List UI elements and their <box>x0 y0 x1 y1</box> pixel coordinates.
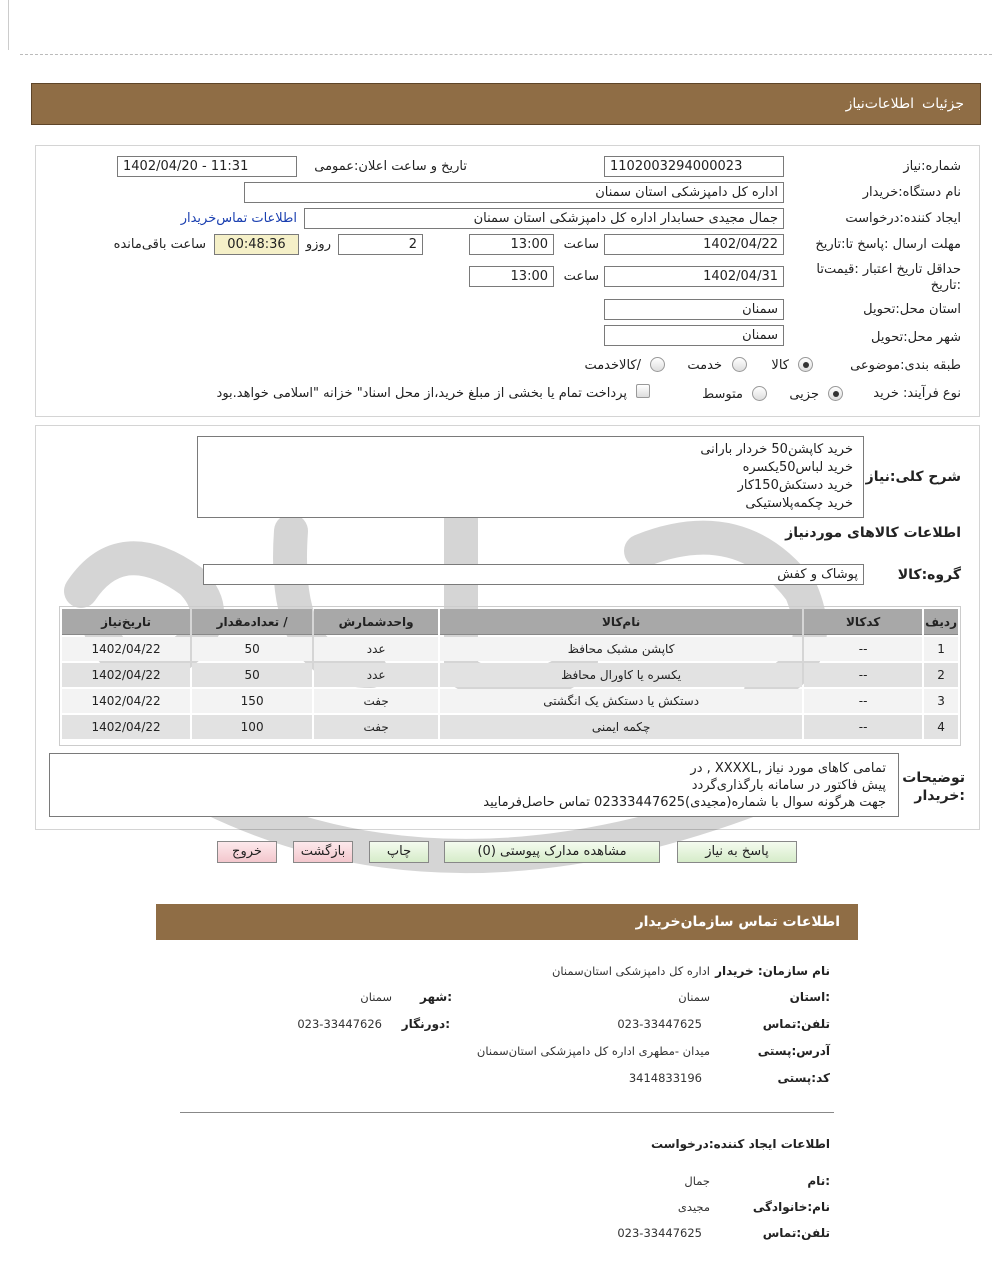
contact-phone-value: 023-33447625 <box>617 1017 702 1031</box>
exit-button[interactable]: خروج <box>217 841 277 863</box>
category-goods-service-radio[interactable] <box>650 357 665 372</box>
creator-label: ایجاد کننده:درخواست <box>845 211 961 226</box>
validity-time-label: ساعت <box>563 269 599 284</box>
goods-unit: جفت <box>314 715 438 739</box>
validity-time-field[interactable]: 13:00 <box>469 266 554 287</box>
creator-name-label: :نام <box>807 1174 830 1188</box>
creator-info-title: اطلاعات ایجاد کننده:درخواست <box>650 1137 830 1151</box>
goods-qty: 150 <box>192 689 312 713</box>
creator-field[interactable]: جمال مجیدی حسابدار اداره کل دامپزشکی استان سمنان <box>304 208 784 229</box>
creator-family-value: مجیدی <box>677 1200 710 1214</box>
goods-date: 1402/04/22 <box>62 689 190 713</box>
goods-qty: 50 <box>192 637 312 661</box>
category-goods-service-label: /کالاخدمت <box>584 358 641 373</box>
col-date-header: تاریخ‌نیاز <box>62 609 190 635</box>
contact-org-label: نام سازمان: خریدار <box>715 964 830 978</box>
contact-address-value: میدان -مطهری اداره کل دامپزشکی استان‌سمنان <box>476 1044 710 1058</box>
validity-date-field[interactable]: 1402/04/31 <box>604 266 784 287</box>
goods-date: 1402/04/22 <box>62 663 190 687</box>
creator-name-value: جمال <box>684 1174 710 1188</box>
remaining-time-field: 00:48:36 <box>214 234 299 255</box>
need-details-panel <box>35 425 980 830</box>
col-unit-header: واحدشمارش <box>314 609 438 635</box>
process-type-label: نوع فرآیند: خرید <box>873 386 961 401</box>
goods-qty: 50 <box>192 663 312 687</box>
goods-info-title: اطلاعات کالاهای موردنیاز <box>785 525 961 541</box>
treasury-payment-checkbox[interactable] <box>636 384 650 398</box>
goods-name: کاپشن مشبک محافظ <box>440 637 802 661</box>
contact-postal-label: کد:پستی <box>777 1071 830 1085</box>
validity-label: حداقل تاریخ اعتبار :قیمت‌تا :تاریخ <box>816 262 961 293</box>
days-remaining-field[interactable]: 2 <box>338 234 423 255</box>
buyer-contact-link[interactable]: اطلاعات تماس‌خریدار <box>180 211 297 226</box>
goods-group-field[interactable]: پوشاک و کفش <box>203 564 864 585</box>
page-left-rule <box>8 0 9 50</box>
back-button[interactable]: بازگشت <box>293 841 353 863</box>
goods-name: چکمه ایمنی <box>440 715 802 739</box>
category-goods-radio[interactable] <box>798 357 813 372</box>
goods-code: -- <box>804 637 922 661</box>
goods-code: -- <box>804 715 922 739</box>
row-number: 3 <box>924 689 958 713</box>
goods-table-header-row <box>62 609 958 635</box>
category-service-radio[interactable] <box>732 357 747 372</box>
goods-qty: 100 <box>192 715 312 739</box>
province-label: استان محل:تحویل <box>863 302 961 317</box>
goods-table-frame <box>59 606 961 746</box>
col-row-header: ردیف <box>924 609 958 635</box>
category-goods-label: کالا <box>771 358 789 373</box>
contact-org-value: اداره کل دامپزشکی استان‌سمنان <box>551 964 710 978</box>
remaining-time-label: ساعت باقی‌مانده <box>113 237 206 252</box>
contact-province-value: سمنان <box>678 990 710 1004</box>
city-field[interactable]: سمنان <box>604 325 784 346</box>
details-tab-link[interactable]: جزئیات <box>922 96 964 112</box>
need-info-title-bar <box>31 83 981 125</box>
goods-group-label: گروه:کالا <box>897 567 961 583</box>
contact-phone-label: تلفن:تماس <box>762 1017 830 1031</box>
buyer-contact-title: اطلاعات تماس سازمان‌خریدار <box>635 914 840 930</box>
goods-code: -- <box>804 689 922 713</box>
deadline-time-label: ساعت <box>563 237 599 252</box>
province-field[interactable]: سمنان <box>604 299 784 320</box>
process-partial-radio[interactable] <box>828 386 843 401</box>
process-medium-label: متوسط <box>702 387 743 402</box>
creator-phone-value: 023-33447625 <box>617 1226 702 1240</box>
process-partial-label: جزیی <box>789 387 819 402</box>
table-row[interactable] <box>62 689 958 713</box>
contact-address-label: آدرس:پستی <box>757 1044 830 1058</box>
print-button[interactable]: چاپ <box>369 841 429 863</box>
buyer-org-label: نام دستگاه:خریدار <box>862 185 961 200</box>
buyer-org-field[interactable]: اداره کل دامپزشکی استان سمنان <box>244 182 784 203</box>
contact-fax-value: 023-33447626 <box>297 1017 382 1031</box>
buyer-contact-title-bar <box>156 904 858 940</box>
city-label: شهر محل:تحویل <box>871 330 961 345</box>
need-header-panel <box>35 145 980 417</box>
col-qty-header: / تعدادمقدار <box>192 609 312 635</box>
description-textbox[interactable]: خرید کاپشن50 خردار بارانی خرید لباس50یکسره خرید دستکش150کار خرید چکمه‌پلاستیکی <box>197 436 864 518</box>
need-number-label: شماره:نیاز <box>903 159 961 174</box>
category-service-label: خدمت <box>687 358 722 373</box>
deadline-date-field[interactable]: 1402/04/22 <box>604 234 784 255</box>
creator-family-label: نام:خانوادگی <box>752 1200 830 1214</box>
goods-date: 1402/04/22 <box>62 637 190 661</box>
need-number-field[interactable]: 1102003294000023 <box>604 156 784 177</box>
buyer-notes-textbox[interactable]: تمامی کاهای مورد نیاز ,XXXXL , در پیش فاکتور در سامانه بارگذاری‌گردد جهت هرگونه سوال با شماره(مجیدی)02333447625 تماس حاصل‌فرمایید <box>49 753 899 817</box>
goods-name: دستکش یا دستکش یک انگشتی <box>440 689 802 713</box>
goods-date: 1402/04/22 <box>62 715 190 739</box>
table-row[interactable] <box>62 637 958 661</box>
goods-unit: عدد <box>314 663 438 687</box>
contact-city-label: :شهر <box>420 990 452 1004</box>
description-label: شرح کلی:نیاز <box>865 469 961 485</box>
contact-province-label: :استان <box>789 990 830 1004</box>
process-medium-radio[interactable] <box>752 386 767 401</box>
table-row[interactable] <box>62 715 958 739</box>
days-label: روزو <box>305 237 331 252</box>
col-code-header: کدکالا <box>804 609 922 635</box>
announce-date-label: تاریخ و ساعت اعلان:عمومی <box>314 159 467 174</box>
row-number: 1 <box>924 637 958 661</box>
announce-date-field[interactable]: 1402/04/20 - 11:31 <box>117 156 297 177</box>
reply-to-need-button[interactable]: پاسخ به نیاز <box>677 841 797 863</box>
contact-section-divider <box>180 1112 834 1113</box>
goods-name: یکسره یا کاورال محافظ <box>440 663 802 687</box>
goods-unit: عدد <box>314 637 438 661</box>
goods-table <box>60 607 960 741</box>
buyer-notes-label: توضیحات :خریدار <box>902 770 965 804</box>
page-top-divider <box>20 54 992 55</box>
deadline-label: مهلت ارسال :پاسخ تا:تاریخ <box>815 237 961 252</box>
table-row[interactable] <box>62 663 958 687</box>
need-info-tab-link[interactable]: اطلاعات‌نیاز <box>845 96 914 112</box>
goods-unit: جفت <box>314 689 438 713</box>
row-number: 4 <box>924 715 958 739</box>
creator-phone-label: تلفن:تماس <box>762 1226 830 1240</box>
category-label: طبقه بندی:موضوعی <box>850 358 961 373</box>
goods-code: -- <box>804 663 922 687</box>
contact-city-value: سمنان <box>360 990 392 1004</box>
deadline-time-field[interactable]: 13:00 <box>469 234 554 255</box>
view-attachments-button[interactable]: مشاهده مدارک پیوستی (0) <box>444 841 660 863</box>
contact-fax-label: :دورنگار <box>401 1017 450 1031</box>
row-number: 2 <box>924 663 958 687</box>
treasury-payment-note: پرداخت تمام یا بخشی از مبلغ خرید،از محل اسناد" خزانه "اسلامی خواهد.بود <box>216 386 627 401</box>
col-name-header: نام‌کالا <box>440 609 802 635</box>
contact-postal-value: 3414833196 <box>628 1071 702 1085</box>
